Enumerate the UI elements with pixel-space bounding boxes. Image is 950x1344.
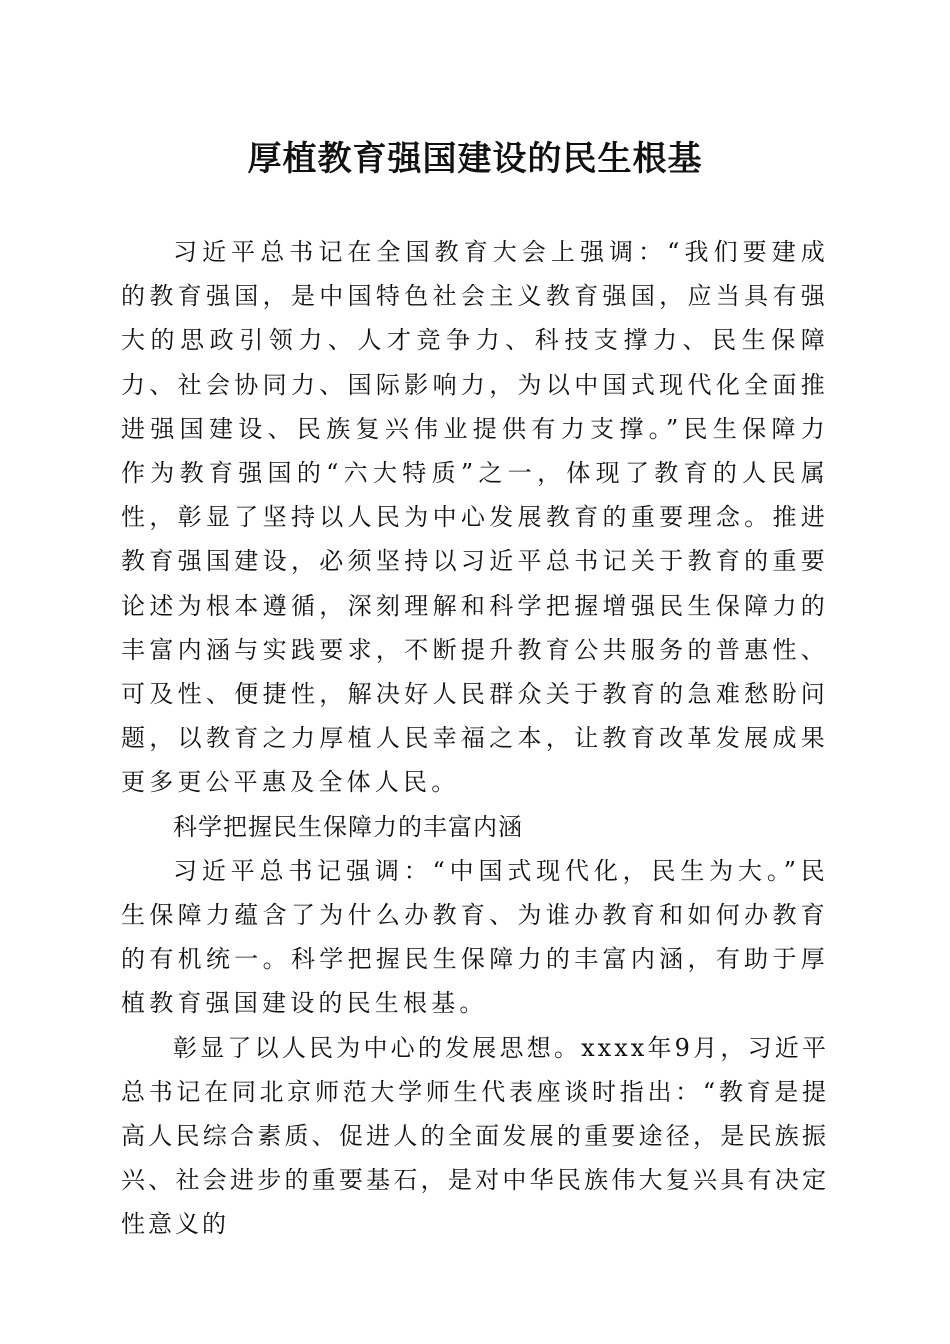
section-heading: 科学把握民生保障力的丰富内涵 [173, 812, 523, 841]
paragraph-people-centered: 彰显了以人民为中心的发展思想。xxxx年9月，习近平总书记在同北京师范大学师生代表座谈时指出：“教育是提高人民综合素质、促进人的全面发展的重要途径，是民族振兴、社会进步的重要基石，是对中华民族伟大复兴具有决定性意义的 [121, 1033, 829, 1239]
document-title: 厚植教育强国建设的民生根基 [247, 139, 703, 179]
paragraph-intro: 习近平总书记在全国教育大会上强调：“我们要建成的教育强国，是中国特色社会主义教育强国，应当具有强大的思政引领力、人才竞争力、科技支撑力、民生保障力、社会协同力、国际影响力，为以中国式现代化全面推进强国建设、民族复兴伟业提供有力支撑。”民生保障力作为教育强国的“六大特质”之一，体现了教育的人民属性，彰显了坚持以人民为中心发展教育的重要理念。推进教育强国建设，必须坚持以习近平总书记关于教育的重要论述为根本遵循，深刻理解和科学把握增强民生保障力的丰富内涵与实践要求，不断提升教育公共服务的普惠性、可及性、便捷性，解决好人民群众关于教育的急难愁盼问题，以教育之力厚植人民幸福之本，让教育改革发展成果更多更公平惠及全体人民。 [121, 238, 829, 797]
document-body [121, 230, 829, 1247]
paragraph-section: 习近平总书记强调：“中国式现代化，民生为大。”民生保障力蕴含了为什么办教育、为谁办教育和如何办教育的有机统一。科学把握民生保障力的丰富内涵，有助于厚植教育强国建设的民生根基。 [121, 856, 829, 1018]
